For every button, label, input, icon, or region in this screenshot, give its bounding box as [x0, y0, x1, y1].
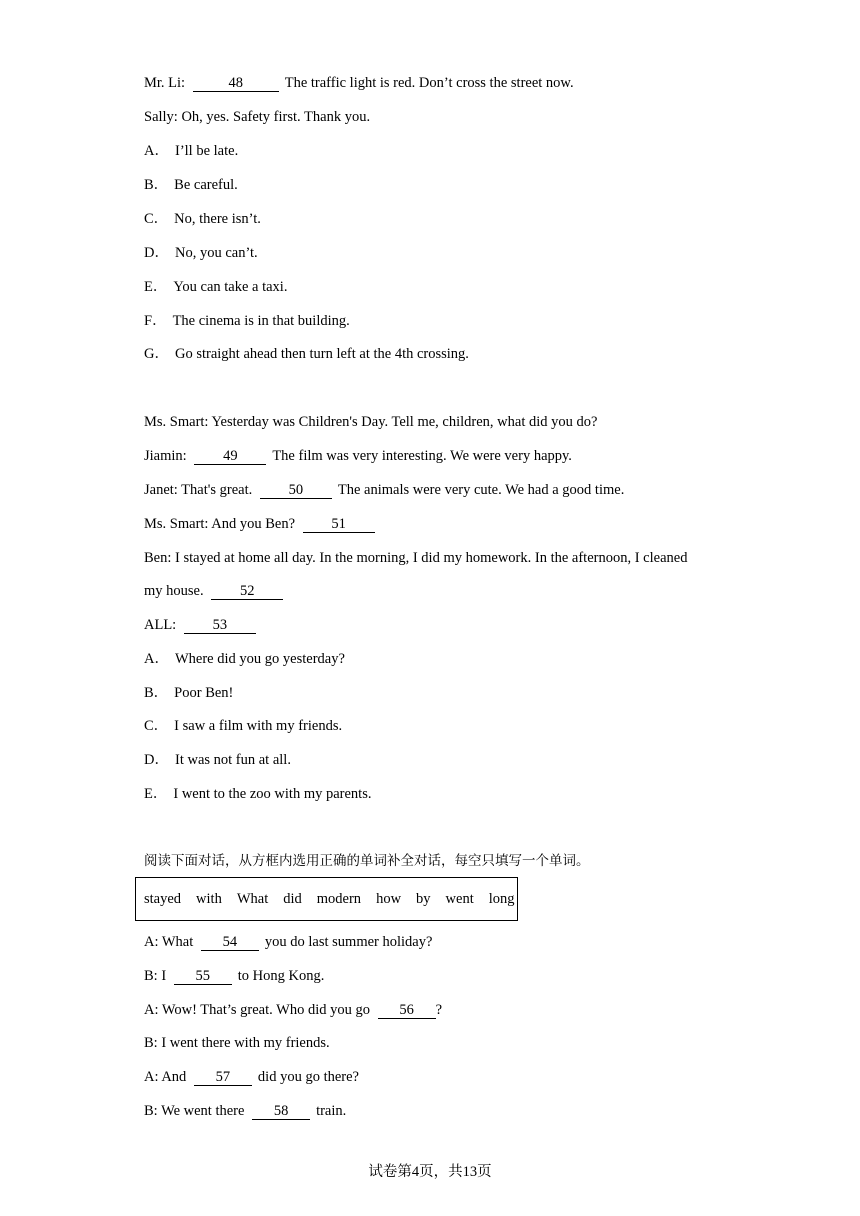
answer-blank-55[interactable]: 55: [174, 968, 232, 985]
answer-blank-50[interactable]: 50: [260, 482, 332, 499]
answer-blank-58[interactable]: 58: [252, 1103, 310, 1120]
section-instruction: 阅读下面对话，从方框内选用正确的单词补全对话，每空只填写一个单词。: [144, 853, 590, 869]
answer-blank-57[interactable]: 57: [194, 1069, 252, 1086]
option-item: G． Go straight ahead then turn left at the 4th crossing.: [144, 346, 469, 362]
dialog-line: Sally: Oh, yes. Safety first. Thank you.: [144, 109, 371, 125]
dialog-line: Mr. Li: 48 The traffic light is red. Don’t cross the street now.: [144, 75, 574, 91]
option-item: C． No, there isn’t.: [144, 211, 261, 227]
answer-blank-52[interactable]: 52: [211, 583, 283, 600]
answer-blank-56[interactable]: 56: [378, 1002, 436, 1019]
option-item: A． Where did you go yesterday?: [144, 651, 345, 667]
word-bank-item: long: [488, 890, 515, 907]
option-item: C． I saw a film with my friends.: [144, 718, 343, 734]
dialog-line: Jiamin: 49 The film was very interesting. We were very happy.: [144, 448, 572, 464]
dialog-line: B: I 55 to Hong Kong.: [144, 968, 325, 984]
word-bank-item: went: [445, 890, 474, 907]
word-bank-item: What: [236, 890, 269, 907]
dialog-line: A: And 57 did you go there?: [144, 1069, 359, 1085]
answer-blank-49[interactable]: 49: [194, 448, 266, 465]
dialog-line: Janet: That's great. 50 The animals were very cute. We had a good time.: [144, 482, 625, 498]
word-bank-item: by: [416, 890, 431, 907]
answer-blank-54[interactable]: 54: [201, 934, 259, 951]
dialog-line: Ben: I stayed at home all day. In the morning, I did my homework. In the afternoon, I cleaned: [144, 550, 688, 566]
dialog-line: Ms. Smart: And you Ben? 51: [144, 515, 381, 533]
answer-blank-53[interactable]: 53: [184, 617, 256, 634]
option-item: B． Be careful.: [144, 177, 238, 193]
option-item: E． I went to the zoo with my parents.: [144, 786, 372, 802]
answer-blank-48[interactable]: 48: [193, 75, 279, 92]
option-item: D． No, you can’t.: [144, 245, 258, 261]
option-item: D． It was not fun at all.: [144, 752, 291, 768]
word-bank-item: modern: [316, 890, 362, 907]
word-bank-box: [135, 877, 518, 921]
option-item: E． You can take a taxi.: [144, 279, 288, 295]
dialog-line: A: Wow! That’s great. Who did you go 56 ?: [144, 1002, 443, 1018]
dialog-line: A: What 54 you do last summer holiday?: [144, 934, 433, 950]
option-item: F． The cinema is in that building.: [144, 313, 350, 329]
word-bank-item: how: [376, 890, 402, 907]
page-footer: 试卷第4页，共13页: [368, 1164, 492, 1180]
dialog-line: B: We went there 58 train.: [144, 1103, 347, 1119]
dialog-line: B: I went there with my friends.: [144, 1035, 330, 1051]
word-bank-item: with: [196, 890, 222, 907]
option-item: A． I’ll be late.: [144, 143, 239, 159]
answer-blank-51[interactable]: 51: [303, 516, 375, 533]
word-bank-item: stayed: [144, 890, 182, 907]
dialog-line: Ms. Smart: Yesterday was Children's Day. Tell me, children, what did you do?: [144, 414, 598, 430]
word-bank-item: did: [283, 890, 302, 907]
option-item: B． Poor Ben!: [144, 685, 234, 701]
dialog-line: ALL: 53: [144, 616, 262, 634]
dialog-line: my house. 52: [144, 582, 289, 600]
